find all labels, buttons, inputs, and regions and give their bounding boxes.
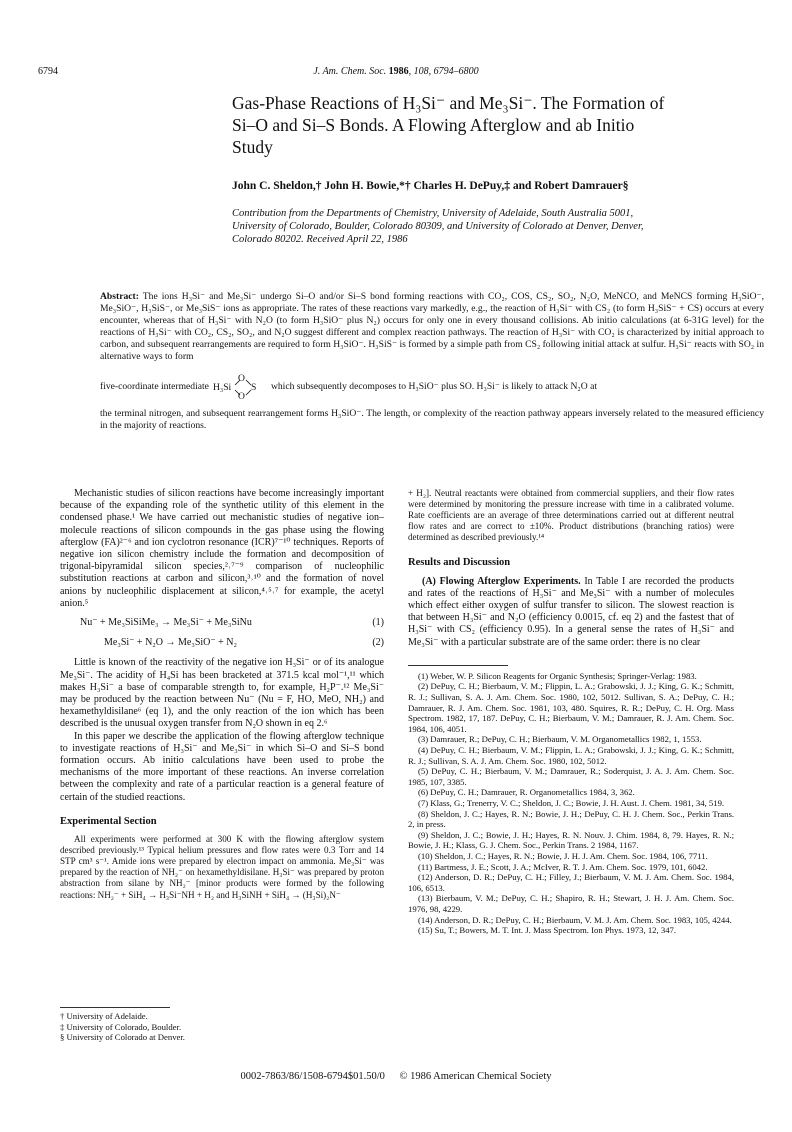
footer-copyright: © 1986 American Chemical Society xyxy=(399,1071,552,1082)
reference-item: (12) Anderson, D. R.; DePuy, C. H.; Filley, J.; Bierbaum, V. M. J. Am. Chem. Soc. 1984, 106, 6513. xyxy=(408,872,734,893)
reference-item: (13) Bierbaum, V. M.; DePuy, C. H.; Shapiro, R. H.; Stewart, J. H. J. Am. Chem. Soc. 1976, 98, 4229. xyxy=(408,893,734,914)
footnote: † University of Adelaide. xyxy=(60,1011,148,1021)
title-line: Study xyxy=(232,137,273,157)
abstract-text: five-coordinate intermediate xyxy=(100,380,209,392)
page-number: 6794 xyxy=(38,66,58,77)
journal-year: 1986 xyxy=(388,66,409,77)
affiliation-line: Colorado 80202. Received April 22, 1986 xyxy=(232,234,408,245)
struct-o-bottom: O xyxy=(237,390,245,402)
reference-item: (7) Klass, G.; Trenerry, V. C.; Sheldon, J. C.; Bowie, J. H. Aust. J. Chem. 1981, 34, 519. xyxy=(418,798,725,809)
reference-item: (3) Damrauer, R.; DePuy, C. H.; Bierbaum, V. M. Organometallics 1982, 1, 1553. xyxy=(418,734,702,745)
equation-text: Nu⁻ + Me₃SiSiMe₃ → Me₃Si⁻ + Me₃SiNu xyxy=(80,617,252,629)
abstract-text: The ions H₃Si⁻ and Me₃Si⁻ undergo Si–O and/or Si–S bond forming reactions with CO₂, COS, CS₂, SO₂, N₂O, MeNCO, and MeNCS forming H₃SiO⁻, Me₃SiO⁻, H₃SiS⁻, or Me₃SiS⁻ ions as appropriate. The rates of these reactions vary markedly, e.g., the reaction of H₃Si⁻ with CS₂ (to form H₃SiS⁻ + CS) occurs at every encounter, whereas that of H₃Si⁻ with N₂O (to form H₃SiO⁻ plus N₂) occurs for only one in every thousand collisions. Ab initio calculations (at 6-31G level) for the reactions of H₃Si⁻ with CO₂, CS₂, SO₂, and N₂O suggest different and complex reaction pathways. The reaction of H₃Si⁻ with CO₂ is characterized by initial approach to carbon, and subsequent rearrangements are required to form H₃SiO⁻. H₃SiS⁻ is formed by a simple path from CS₂ following initial attack at sulfur. H₃Si⁻ reacts with SO₂ in alternative ways to form xyxy=(100,291,764,363)
reference-item: (4) DePuy, C. H.; Bierbaum, V. M.; Flippin, L. A.; Grabowski, J. J.; King, G. K.; Schmitt, R. J.; Sullivan, S. A. J. Am. Chem. Soc. 1980, 102, 5012. xyxy=(408,745,734,766)
section-heading: Results and Discussion xyxy=(408,557,511,569)
reference-item: (8) Sheldon, J. C.; Hayes, R. N.; Bowie, J. H.; DePuy, C. H. J. Chem. Soc., Perkin Trans. 2, in press. xyxy=(408,808,734,830)
footnote: § University of Colorado at Denver. xyxy=(60,1032,185,1042)
abstract xyxy=(100,291,764,432)
section-heading: Experimental Section xyxy=(60,815,157,827)
abstract-part-3: the terminal nitrogen, and subsequent rearrangement forms H₃SiO⁻. The length, or complexity of the reaction pathway appears inversely related to the measured efficiency in the majority of reactions. xyxy=(100,407,764,431)
experimental-continued xyxy=(408,488,734,543)
footer-code: 0002-7863/86/1508-6794$01.50/0 xyxy=(240,1071,385,1082)
journal-volume: 108 xyxy=(413,66,429,77)
reference-item: (15) Su, T.; Bowers, M. T. Int. J. Mass Spectrom. Ion Phys. 1973, 12, 347. xyxy=(418,925,677,936)
equation-number: (2) xyxy=(372,637,384,649)
equation-2 xyxy=(60,637,384,649)
journal-header: J. Am. Chem. Soc. 1986, 108, 6794–6800 xyxy=(313,66,479,77)
footnotes xyxy=(60,1011,380,1043)
reference-item: (5) DePuy, C. H.; Bierbaum, V. M.; Damrauer, R.; Soderquist, J. A. J. Am. Chem. Soc. 1985, 107, 3385. xyxy=(408,766,734,787)
references xyxy=(408,671,734,936)
intro-paragraph: Little is known of the reactivity of the negative ion H₃Si⁻ or of its analogue Me₃Si⁻. The acidity of H₄Si has been bracketed at 371.5 kcal mol⁻¹,¹¹ which makes H₃Si⁻ a base of comparable strength to, for example, H₂P⁻.¹² Me₃Si⁻ may be produced by the reaction between Nu⁻ (Nu = F, HO, MeO, NH₂) and hexamethyldisilane⁶ (eq 1), and the only reaction of the ion which has been described is the unusual oxygen transfer from N₂O shown in eq 2.⁶ xyxy=(60,657,384,730)
left-column xyxy=(60,488,384,901)
abstract-label: Abstract: xyxy=(100,291,139,302)
affiliation xyxy=(232,207,762,246)
affiliation-line: Contribution from the Departments of Chemistry, University of Adelaide, South Australia 5001, xyxy=(232,208,634,219)
right-column xyxy=(408,488,734,936)
journal-pages: 6794–6800 xyxy=(433,66,479,77)
experimental-paragraph: + H₂]. Neutral reactants were obtained from commercial suppliers, and their flow rates were determined by monitoring the pressure increase with time in a calibrated volume. Rate coefficients are an average of three determinations carried out at different neutral flow rates and are correct to ±10%. Product distributions (branching ratios) were determined as described previously.¹⁴ xyxy=(408,488,734,543)
reference-item: (14) Anderson, D. R.; DePuy, C. H.; Bierbaum, V. M. J. Am. Chem. Soc. 1983, 105, 4244. xyxy=(418,914,732,925)
abstract-structure-line xyxy=(100,373,764,401)
reference-item: (10) Sheldon, J. C.; Hayes, R. N.; Bowie, J. H. J. Am. Chem. Soc. 1984, 106, 7711. xyxy=(418,850,708,861)
reference-item: (9) Sheldon, J. C.; Bowie, J. H.; Hayes, R. N. Nouv. J. Chim. 1984, 8, 79. Hayes, R. N.; Bowie, J. H.; Klass, G. J. Chem. Soc., Perkin Trans. 2 1984, 1167. xyxy=(408,829,734,851)
reference-item: (1) Weber, W. P. Silicon Reagents for Organic Synthesis; Springer-Verlag: 1983. xyxy=(418,670,697,681)
references-divider xyxy=(408,665,508,666)
reference-item: (2) DePuy, C. H.; Bierbaum, V. M.; Flippin, L. A.; Grabowski, J. J.; King, G. K.; Schmitt, R. J.; Sullivan, S. A. J. Am. Chem. Soc. 1980, 102, 5012. Sullivan, S. A.; DePuy, C. H.; Damrauer, R. J. Am. Chem. Soc. 1981, 103, 480. Squires, R. R.; DePuy, C. H. Org. Mass Spectrom. 1982, 17, 187. DePuy, C. H.; Bierbaum, V. M.; Damrauer, R. J. Am. Chem. Soc. 1984, 106, 4051. xyxy=(408,681,734,734)
struct-h3si: H₃Si xyxy=(212,381,232,393)
abstract-text: which subsequently decomposes to H₃SiO⁻ plus SO. H₃Si⁻ is likely to attack N₂O at xyxy=(270,380,598,392)
title-line: Gas-Phase Reactions of H₃Si⁻ and Me₃Si⁻. The Formation of xyxy=(232,93,665,113)
results-text: In Table I are recorded the products and rates of the reactions of H₃Si⁻ and Me₃Si⁻ with a number of molecules which effect either oxygen of sulfur transfer to silicon. The slowest reaction is that between H₃Si⁻ and N₂O (efficiency 0.0015, cf. eq 2) and the fastest that of H₃Si⁻ with CS₂ (efficiency 0.95). In a general sense the rates of H₃Si⁻ and Me₃Si⁻ with a particular substrate are of the same order: there is no clear xyxy=(408,575,735,648)
equation-text: Me₃Si⁻ + N₂O → Me₃SiO⁻ + N₂ xyxy=(104,637,238,649)
equation-number: (1) xyxy=(372,617,384,629)
footnote-divider xyxy=(60,1007,170,1008)
reference-item: (11) Bartmess, J. E.; Scott, J. A.; McIver, R. T. J. Am. Chem. Soc. 1979, 101, 6042. xyxy=(418,861,708,872)
title-line: Si–O and Si–S Bonds. A Flowing Afterglow and ab Initio xyxy=(232,115,635,135)
reference-item: (6) DePuy, C. H.; Damrauer, R. Organometallics 1984, 3, 362. xyxy=(418,787,635,798)
struct-s: S xyxy=(250,381,257,393)
intro-paragraph: Mechanistic studies of silicon reactions have become increasingly important because of the expanding role of the synthetic utility of this element in the condensed phase.¹ We have carried out mechanistic studies of negative ion–molecule reactions of silicon compounds in the gas phase using the flowing afterglow (FA)²⁻⁶ and ion cyclotron resonance (ICR)⁷⁻¹⁰ techniques. Reports of negative ion silicon chemistry include the formation and decomposition of trigonal-bipyramidal silicon species,²˒⁷⁻⁹ comparison of nucleophilic substitution reactions at carbon and silicon,³˒¹⁰ and the formation of novel anions by nucleophilic displacement at silicon,⁴˒⁵˒⁷ for example, the acetyl anion.⁵ xyxy=(60,488,384,609)
footnote: ‡ University of Colorado, Boulder. xyxy=(60,1021,182,1032)
journal-name: J. Am. Chem. Soc. xyxy=(313,66,387,77)
affiliation-line: University of Colorado, Boulder, Colorado 80309, and University of Colorado at Denver, Denver, xyxy=(232,221,644,232)
struct-o-top: O xyxy=(237,372,245,384)
subsection-heading: (A) Flowing Afterglow Experiments. xyxy=(422,575,581,587)
results-paragraph xyxy=(408,576,734,649)
intro-paragraph: In this paper we describe the application of the flowing afterglow technique to investigate reactions of H₃Si⁻ and Me₃Si⁻ in which Si–O and Si–S bond formation occurs. Ab initio calculations have been used to probe the mechanisms of the more important of these reactions. An inverse correlation between the complexity and rate of a particular reaction is a general feature of certain of the studied reactions. xyxy=(60,730,384,803)
experimental-paragraph: All experiments were performed at 300 K with the flowing afterglow system described previously.¹³ Typical helium pressures and flow rates were 0.3 Torr and 14 STP cm³ s⁻¹. Amide ions were prepared by electron impact on ammonia. Me₃Si⁻ was prepared by the reaction of NH₂⁻ on hexamethyldisilane. H₃Si⁻ was prepared by proton abstraction from silane by NH₂⁻ [minor products were formed by the following reactions: NH₂⁻ + SiH₄ → H₃Si⁻NH + H₂ and H₃SiNH + SiH₄ → (H₃Si)₂N⁻ xyxy=(60,834,384,900)
page-footer xyxy=(0,1070,792,1082)
abstract-part-1 xyxy=(100,291,764,364)
author-list: John C. Sheldon,† John H. Bowie,*† Charles H. DePuy,‡ and Robert Damrauer§ xyxy=(232,180,629,192)
article-title xyxy=(232,92,762,158)
experimental-section xyxy=(60,834,384,901)
five-coordinate-structure xyxy=(213,373,267,401)
equation-1 xyxy=(60,617,384,629)
